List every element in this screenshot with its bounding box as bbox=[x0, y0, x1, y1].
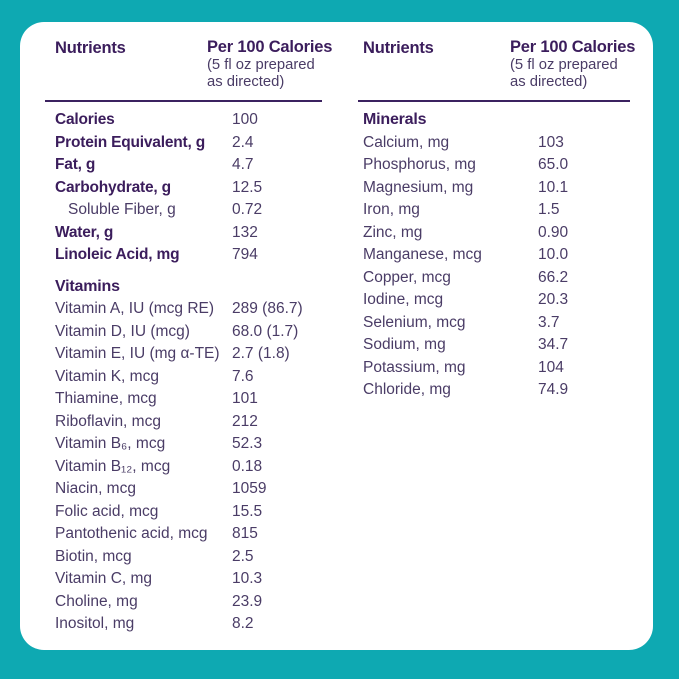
row-label: Niacin, mcg bbox=[55, 480, 136, 497]
table-row bbox=[55, 132, 355, 155]
row-value: 1059 bbox=[232, 480, 267, 497]
row-label: Vitamin B₁₂, mcg bbox=[55, 457, 171, 475]
table-row bbox=[55, 321, 355, 344]
column-header bbox=[55, 38, 355, 100]
table-row bbox=[55, 523, 355, 546]
table-row bbox=[363, 154, 663, 177]
row-label: Calories bbox=[55, 111, 115, 128]
row-label: Chloride, mg bbox=[363, 381, 451, 398]
row-value: 12.5 bbox=[232, 178, 263, 196]
row-value: 2.4 bbox=[232, 133, 254, 151]
row-label: Vitamin C, mg bbox=[55, 570, 153, 587]
row-label: Vitamin B₆, mcg bbox=[55, 435, 166, 452]
row-value: 103 bbox=[538, 133, 564, 151]
row-value: 20.3 bbox=[538, 291, 569, 308]
row-value: 0.72 bbox=[232, 201, 263, 218]
row-value: 1.5 bbox=[538, 201, 560, 218]
table-row bbox=[363, 244, 663, 267]
row-label: Protein Equivalent, g bbox=[55, 133, 205, 151]
row-value: 7.6 bbox=[232, 367, 254, 385]
table-row bbox=[55, 568, 355, 591]
row-value: 10.0 bbox=[538, 246, 569, 263]
row-label: Magnesium, mg bbox=[363, 178, 474, 196]
table-row bbox=[363, 132, 663, 155]
per-label: Per 100 Calories bbox=[207, 38, 333, 56]
row-label: Vitamin A, IU (mcg RE) bbox=[55, 300, 215, 317]
table-row bbox=[55, 546, 355, 569]
row-value: 4.7 bbox=[232, 156, 254, 173]
row-label: Pantothenic acid, mcg bbox=[55, 525, 208, 542]
table-row bbox=[55, 388, 355, 411]
column-body bbox=[55, 109, 355, 636]
table-row bbox=[55, 177, 355, 200]
table-row bbox=[55, 433, 355, 456]
row-label: Biotin, mcg bbox=[55, 547, 132, 565]
section-title: Vitamins bbox=[55, 277, 120, 295]
column-header bbox=[363, 38, 663, 100]
table-row bbox=[363, 334, 663, 357]
row-value: 794 bbox=[232, 246, 258, 263]
row-label: Inositol, mg bbox=[55, 615, 135, 632]
table-row bbox=[363, 222, 663, 245]
table-row bbox=[363, 177, 663, 200]
table-row bbox=[55, 154, 355, 177]
row-label: Iodine, mcg bbox=[363, 291, 444, 308]
row-label: Calcium, mg bbox=[363, 133, 450, 151]
per-100-calories-header bbox=[207, 38, 355, 100]
row-value: 101 bbox=[232, 390, 258, 407]
row-label: Thiamine, mcg bbox=[55, 390, 157, 407]
table-row bbox=[55, 411, 355, 434]
row-label: Linoleic Acid, mg bbox=[55, 246, 180, 263]
table-row bbox=[55, 244, 355, 267]
row-label: Carbohydrate, g bbox=[55, 178, 171, 196]
row-label: Vitamin E, IU (mg α-TE) bbox=[55, 345, 220, 362]
row-label: Riboflavin, mcg bbox=[55, 412, 161, 430]
row-value: 23.9 bbox=[232, 592, 263, 610]
column-body bbox=[363, 109, 663, 402]
header-rule bbox=[358, 100, 630, 102]
row-value: 0.18 bbox=[232, 457, 263, 475]
header-rule bbox=[45, 100, 322, 102]
row-label: Fat, g bbox=[55, 156, 96, 173]
row-label: Selenium, mcg bbox=[363, 313, 466, 331]
row-value: 52.3 bbox=[232, 435, 263, 452]
table-row bbox=[55, 456, 355, 479]
row-label: Copper, mcg bbox=[363, 268, 451, 286]
per-sub-line-2: as directed) bbox=[207, 74, 285, 90]
table-row bbox=[55, 199, 355, 222]
row-value: 10.3 bbox=[232, 570, 263, 587]
per-label: Per 100 Calories bbox=[510, 38, 636, 56]
row-label: Vitamin D, IU (mcg) bbox=[55, 322, 190, 340]
row-value: 74.9 bbox=[538, 381, 569, 398]
row-value: 132 bbox=[232, 223, 258, 241]
row-value: 15.5 bbox=[232, 502, 263, 520]
row-value: 66.2 bbox=[538, 268, 569, 286]
table-row bbox=[363, 357, 663, 380]
nutrients-header-label: Nutrients bbox=[55, 39, 126, 57]
per-sub-line-1: (5 fl oz prepared bbox=[207, 57, 315, 73]
table-row bbox=[363, 312, 663, 335]
row-label: Manganese, mcg bbox=[363, 246, 482, 263]
row-value: 68.0 (1.7) bbox=[232, 322, 299, 340]
table-row bbox=[55, 298, 355, 321]
table-row bbox=[55, 501, 355, 524]
row-value: 10.1 bbox=[538, 178, 569, 196]
table-row bbox=[363, 199, 663, 222]
row-label: Zinc, mg bbox=[363, 223, 423, 241]
row-label: Sodium, mg bbox=[363, 336, 446, 353]
table-row bbox=[55, 613, 355, 636]
table-row bbox=[55, 591, 355, 614]
row-value: 2.7 (1.8) bbox=[232, 345, 290, 362]
row-value: 65.0 bbox=[538, 156, 569, 173]
nutrients-column-right bbox=[363, 38, 663, 402]
row-value: 2.5 bbox=[232, 547, 254, 565]
row-label: Iron, mg bbox=[363, 201, 420, 218]
table-row bbox=[55, 366, 355, 389]
row-label: Phosphorus, mg bbox=[363, 156, 476, 173]
section-title: Minerals bbox=[363, 111, 427, 128]
row-value: 212 bbox=[232, 412, 258, 430]
row-label: Water, g bbox=[55, 223, 114, 241]
row-label: Choline, mg bbox=[55, 592, 138, 610]
table-row bbox=[55, 222, 355, 245]
table-row bbox=[55, 109, 355, 132]
table-row bbox=[55, 478, 355, 501]
per-100-calories-header bbox=[510, 38, 663, 100]
row-value: 815 bbox=[232, 525, 258, 542]
nutrition-card bbox=[20, 22, 653, 650]
row-label: Potassium, mg bbox=[363, 358, 466, 376]
row-value: 34.7 bbox=[538, 336, 569, 353]
table-row bbox=[363, 379, 663, 402]
row-label: Vitamin K, mcg bbox=[55, 367, 159, 385]
nutrients-column-left bbox=[55, 38, 355, 636]
row-label: Folic acid, mcg bbox=[55, 502, 159, 520]
row-value: 8.2 bbox=[232, 615, 254, 632]
row-value: 104 bbox=[538, 358, 564, 376]
per-sub-line-1: (5 fl oz prepared bbox=[510, 57, 618, 73]
row-value: 289 (86.7) bbox=[232, 300, 303, 317]
row-label: Soluble Fiber, g bbox=[68, 201, 176, 218]
row-value: 100 bbox=[232, 111, 258, 128]
row-value: 0.90 bbox=[538, 223, 569, 241]
table-row bbox=[363, 267, 663, 290]
table-row bbox=[55, 343, 355, 366]
per-sub-line-2: as directed) bbox=[510, 74, 588, 90]
nutrients-header-label: Nutrients bbox=[363, 39, 434, 57]
row-value: 3.7 bbox=[538, 313, 560, 331]
table-row bbox=[363, 289, 663, 312]
